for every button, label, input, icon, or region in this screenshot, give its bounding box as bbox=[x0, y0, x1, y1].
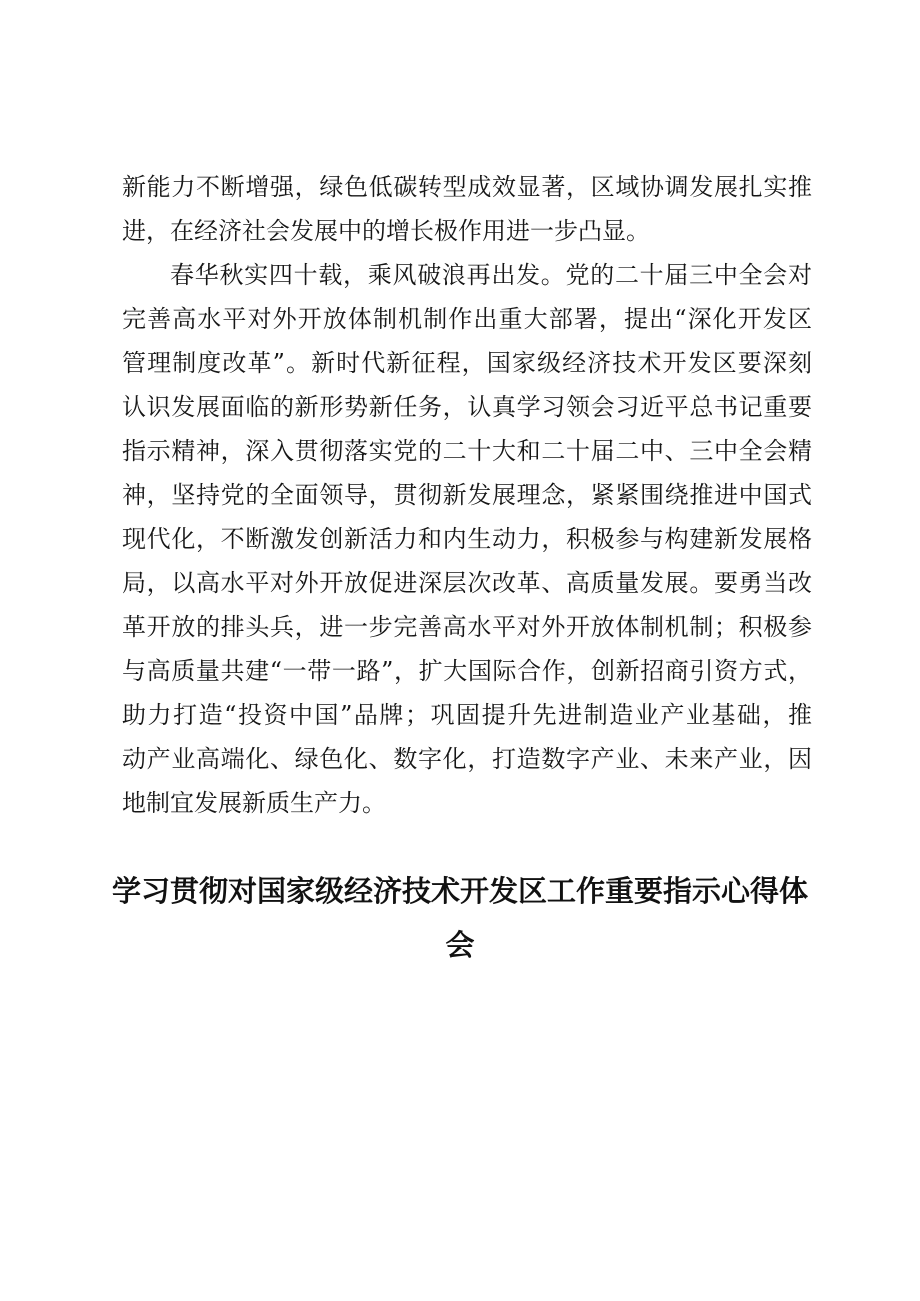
text-line: 动产业高端化、绿色化、数字化，打造数字产业、未来产业，因 bbox=[122, 745, 812, 773]
text-line: 现代化，不断激发创新活力和内生动力，积极参与构建新发展格 bbox=[122, 525, 812, 553]
paragraph-continued bbox=[122, 165, 812, 253]
text-line: 进，在经济社会发展中的增长极作用进一步凸显。 bbox=[122, 217, 650, 245]
text-line: 春华秋实四十载，乘风破浪再出发。党的二十届三中全会对 bbox=[170, 261, 812, 289]
text-line: 神，坚持党的全面领导，贯彻新发展理念，紧紧围绕推进中国式 bbox=[122, 481, 812, 509]
heading-line: 学习贯彻对国家级经济技术开发区工作重要指示心得体 bbox=[111, 874, 808, 908]
text-line: 与高质量共建“一带一路”，扩大国际合作，创新招商引资方式， bbox=[122, 657, 812, 685]
heading-line: 会 bbox=[445, 928, 475, 962]
text-line: 指示精神，深入贯彻落实党的二十大和二十届二中、三中全会精 bbox=[122, 437, 812, 465]
text-line: 助力打造“投资中国”品牌；巩固提升先进制造业产业基础，推 bbox=[122, 701, 812, 729]
text-line: 新能力不断增强，绿色低碳转型成效显著，区域协调发展扎实推 bbox=[122, 173, 812, 201]
text-line: 革开放的排头兵，进一步完善高水平对外开放体制机制；积极参 bbox=[122, 613, 812, 641]
text-line: 地制宜发展新质生产力。 bbox=[122, 789, 386, 817]
text-line: 认识发展面临的新形势新任务，认真学习领会习近平总书记重要 bbox=[122, 393, 812, 421]
text-line: 局，以高水平对外开放促进深层次改革、高质量发展。要勇当改 bbox=[122, 569, 812, 597]
text-line: 完善高水平对外开放体制机制作出重大部署，提出“深化开发区 bbox=[122, 305, 812, 333]
article-heading bbox=[110, 864, 810, 972]
paragraph-main bbox=[122, 253, 812, 825]
text-line: 管理制度改革”。新时代新征程，国家级经济技术开发区要深刻 bbox=[122, 349, 812, 377]
